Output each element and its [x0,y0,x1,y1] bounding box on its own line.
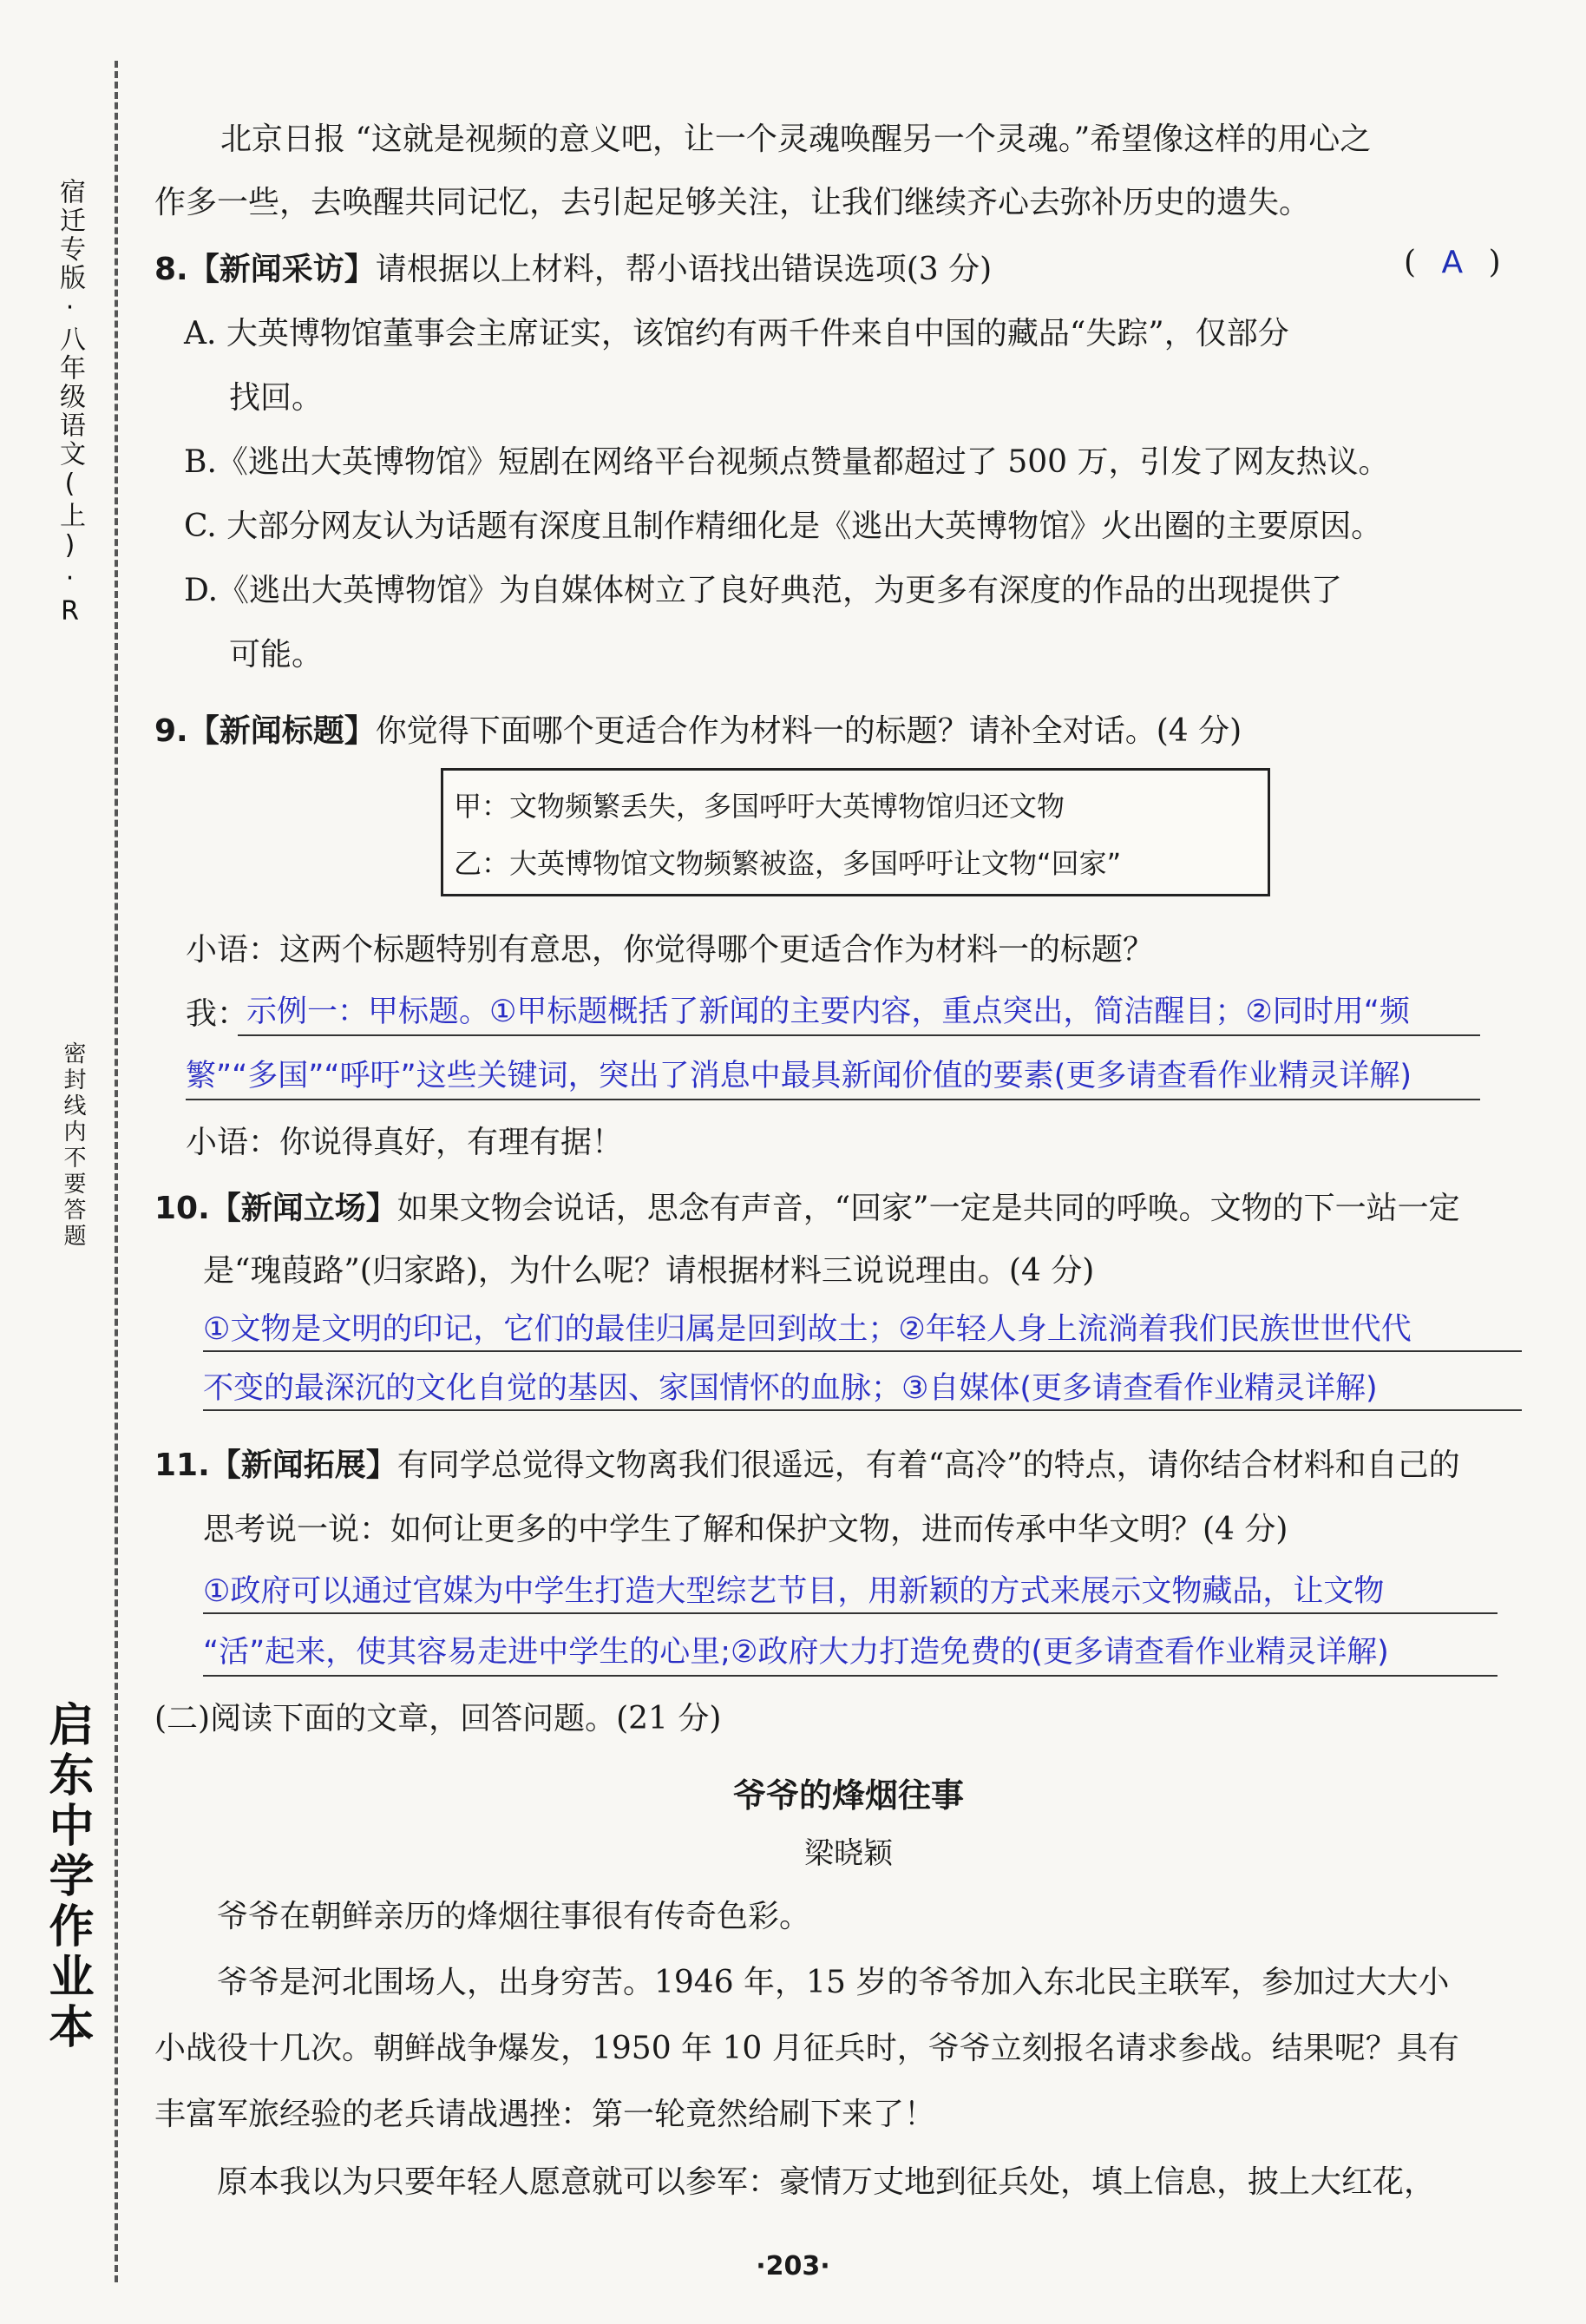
answer-underline [203,1409,1522,1411]
article-paragraph-2-line-2: 小战役十几次。朝鲜战争爆发，1950 年 10 月征兵时，爷爷立刻报名请求参战。结果呢？具有 [154,2031,1459,2066]
intro-line-1: 北京日报 “这就是视频的意义吧，让一个灵魂唤醒另一个灵魂。”希望像这样的用心之 [220,121,1372,157]
question-8-answer-bracket [1404,245,1501,280]
question-10-prompt-2: 是“瑰葭路”(归家路)，为什么呢？请根据材料三说说理由。(4 分) [203,1253,1095,1289]
dialogue-me-label: 我： [186,996,249,1032]
question-10-head: 10.【新闻立场】 [154,1191,397,1226]
page-number: ·203· [756,2251,830,2281]
question-11 [154,1441,1460,1485]
answer-underline [203,1675,1498,1677]
question-10-answer-line-1: ①文物是文明的印记，它们的最佳归属是回到故土；②年轻人身上流淌着我们民族世世代代 [203,1312,1412,1347]
answer-underline [203,1350,1522,1352]
seal-line [115,61,118,2282]
option-a-line-1: A. 大英博物馆董事会主席证实，该馆约有两千件来自中国的藏品“失踪”，仅部分 [184,316,1289,351]
question-10 [154,1184,1460,1228]
question-11-prompt-2: 思考说一说：如何让更多的中学生了解和保护文物，进而传承中华文明？(4 分) [203,1512,1288,1547]
bracket-close: ) [1488,245,1501,280]
option-b: B.《逃出大英博物馆》短剧在网络平台视频点赞量都超过了 500 万，引发了网友热议。 [184,444,1390,480]
section-2-heading: (二)阅读下面的文章，回答问题。(21 分) [154,1701,722,1736]
question-9-answer-line-1: 示例一：甲标题。①甲标题概括了新闻的主要内容，重点突出，简洁醒目；②同时用“频 [246,995,1410,1029]
bracket-open: ( [1404,245,1417,280]
series-label: 宿迁专版·八年级语文(上)·R [55,178,85,629]
headline-option-yi: 乙：大英博物馆文物频繁被盗，多国呼吁让文物“回家” [454,847,1122,880]
option-d-line-2: 可能。 [229,637,324,673]
article-paragraph-3-line-1: 原本我以为只要年轻人愿意就可以参军：豪情万丈地到征兵处，填上信息，披上大红花， [217,2164,1436,2200]
answer-underline [238,1034,1480,1036]
article-paragraph-1: 爷爷在朝鲜亲历的烽烟往事很有传奇色彩。 [217,1899,811,1934]
option-c: C. 大部分网友认为话题有深度且制作精细化是《逃出大英博物馆》火出圈的主要原因。 [184,509,1383,544]
answer-underline [203,1612,1498,1614]
question-10-answer-line-2: 不变的最深沉的文化自觉的基因、家国情怀的血脉；③自媒体(更多请查看作业精灵详解) [203,1371,1378,1406]
question-8 [154,245,992,289]
dialogue-xiaoyu-1: 小语：这两个标题特别有意思，你觉得哪个更适合作为材料一的标题？ [186,932,1155,968]
question-11-answer-line-1: ①政府可以通过官媒为中学生打造大型综艺节目，用新颖的方式来展示文物藏品，让文物 [203,1574,1385,1609]
question-10-prompt-1: 如果文物会说话，思念有声音，“回家”一定是共同的呼唤。文物的下一站一定 [396,1191,1460,1226]
article-author: 梁晓颖 [804,1836,893,1871]
brand-title: 启东中学作业本 [41,1701,93,2053]
intro-line-2: 作多一些，去唤醒共同记忆，去引起足够关注，让我们继续齐心去弥补历史的遗失。 [154,185,1311,220]
question-11-head: 11.【新闻拓展】 [154,1448,397,1483]
binding-margin [0,0,139,2324]
question-8-head: 8.【新闻采访】 [154,252,376,287]
option-d-line-1: D.《逃出大英博物馆》为自媒体树立了良好典范，为更多有深度的作品的出现提供了 [184,573,1343,608]
question-9-prompt: 你觉得下面哪个更适合作为材料一的标题？请补全对话。(4 分) [375,713,1242,749]
question-9 [154,706,1242,751]
headline-option-jia: 甲：文物频繁丢失，多国呼吁大英博物馆归还文物 [454,790,1065,823]
question-9-answer-line-2: 繁”“多国”“呼吁”这些关键词，突出了消息中最具新闻价值的要素(更多请查看作业精灵详解) [186,1059,1412,1093]
article-paragraph-2-line-1: 爷爷是河北围场人，出身穷苦。1946 年，15 岁的爷爷加入东北民主联军，参加过大大小 [217,1965,1450,2000]
article-title: 爷爷的烽烟往事 [732,1776,964,1815]
headline-options-box [441,768,1270,896]
option-a-line-2: 找回。 [229,380,324,416]
question-9-head: 9.【新闻标题】 [154,713,376,749]
question-11-prompt-1: 有同学总觉得文物离我们很遥远，有着“高冷”的特点，请你结合材料和自己的 [396,1448,1460,1483]
question-8-prompt: 请根据以上材料，帮小语找出错误选项(3 分) [375,252,993,287]
seal-warning: 密封线内不要答题 [60,1041,86,1250]
question-11-answer-line-2: “活”起来，使其容易走进中学生的心里;②政府大力打造免费的(更多请查看作业精灵详解) [203,1635,1389,1670]
article-paragraph-2-line-3: 丰富军旅经验的老兵请战遇挫：第一轮竟然给刷下来了！ [154,2097,936,2132]
question-8-answer: A [1441,245,1464,280]
answer-underline [186,1099,1480,1100]
dialogue-xiaoyu-2: 小语：你说得真好，有理有据！ [186,1125,624,1160]
